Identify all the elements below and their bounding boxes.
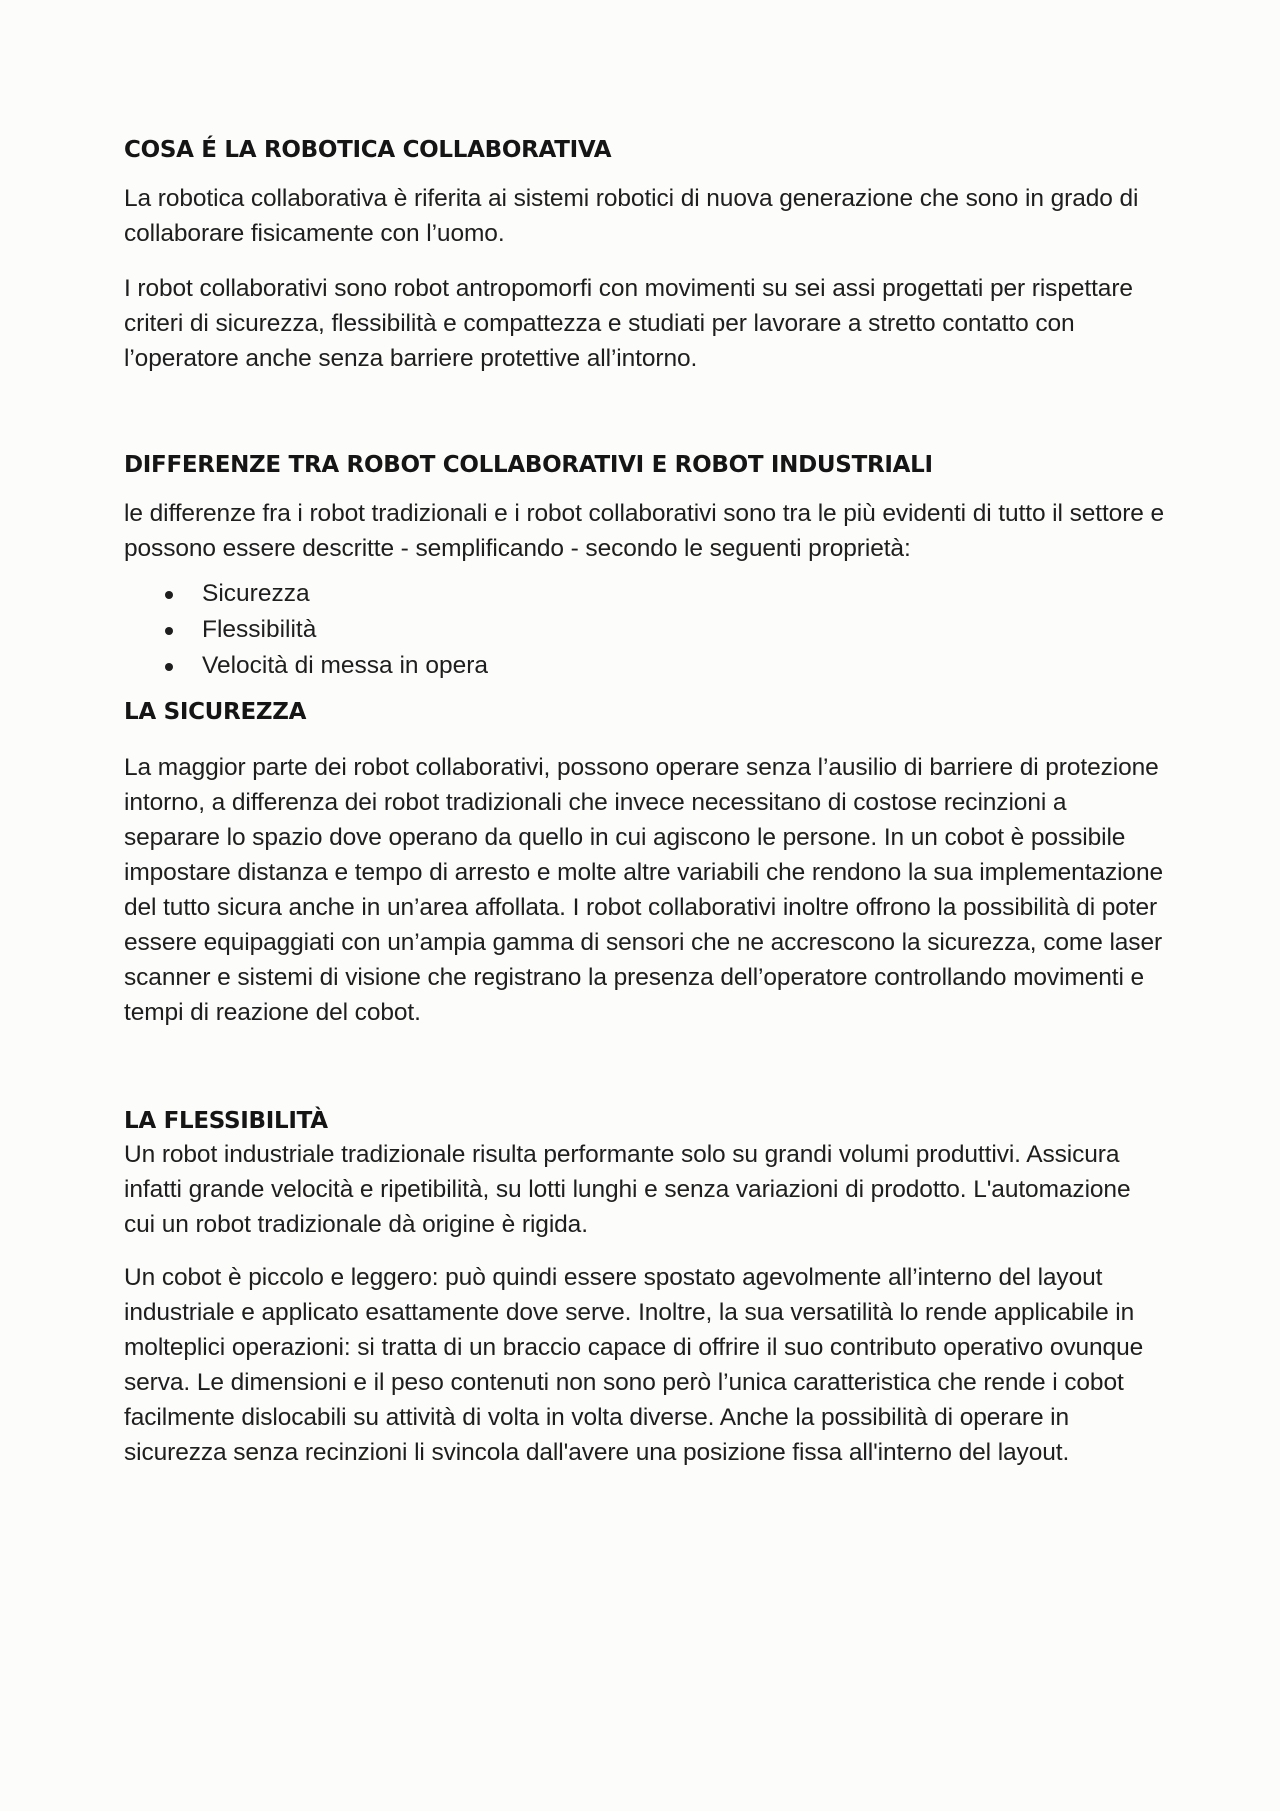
bullet-icon (165, 627, 173, 635)
bullet-icon (165, 663, 173, 671)
list-item (124, 648, 1164, 684)
paragraph-cobot: Un cobot è piccolo e leggero: può quindi essere spostato agevolmente all’interno del layout industriale e applicato esattamente dove serve. Inoltre, la sua versatilità lo rende applicabile in molteplici operazioni: si tratta di un braccio capace di offrire il suo contributo operativo ovunque serva. Le dimensioni e il peso contenuti non sono però l’unica caratteristica che rende i cobot facilmente dislocabili su attività di volta in volta diverse. Anche la possibilità di operare in sicurezza senza recinzioni li svincola dall'avere una posizione fissa all'interno del layout. (124, 1264, 1144, 1466)
paragraph-differenze: le differenze fra i robot tradizionali e i robot collaborativi sono tra le più evidenti di tutto il settore e possono essere descritte - semplificando - secondo le seguenti proprietà: (124, 500, 1165, 562)
section-heading-robotica-collaborativa: COSA É LA ROBOTICA COLLABORATIVA (124, 137, 612, 163)
list-item (124, 576, 1164, 612)
section-heading-sicurezza: LA SICUREZZA (124, 699, 307, 725)
list-item-label: Velocità di messa in opera (202, 652, 488, 679)
paragraph-definizione: La robotica collaborativa è riferita ai sistemi robotici di nuova generazione che sono in grado di collaborare fisicamente con l’uomo. (124, 185, 1139, 247)
bullet-icon (165, 591, 173, 599)
section-heading-flessibilita: LA FLESSIBILITÀ (124, 1108, 328, 1134)
paragraph-sicurezza: La maggior parte dei robot collaborativi, possono operare senza l’ausilio di barriere di protezione intorno, a differenza dei robot tradizionali che invece necessitano di costose recinzioni a separare lo spazio dove operano da quello in cui agiscono le persone. In un cobot è possibile impostare distanza e tempo di arresto e molte altre variabili che rendono la sua implementazione del tutto sicura anche in un’area affollata. I robot collaborativi inoltre offrono la possibilità di poter essere equipaggiati con un’ampia gamma di sensori che ne accrescono la sicurezza, come laser scanner e sistemi di visione che registrano la presenza dell’operatore controllando movimenti e tempi di reazione del cobot. (124, 754, 1164, 1026)
paragraph-robot-collaborativi: I robot collaborativi sono robot antropomorfi con movimenti su sei assi progettati per rispettare criteri di sicurezza, flessibilità e compattezza e studiati per lavorare a stretto contatto con l’operatore anche senza barriere protettive all’intorno. (124, 275, 1133, 372)
properties-list (124, 576, 1164, 684)
document-body (124, 134, 1164, 1470)
list-item (124, 612, 1164, 648)
list-item-label: Sicurezza (202, 580, 310, 607)
section-heading-differenze: DIFFERENZE TRA ROBOT COLLABORATIVI E ROBOT INDUSTRIALI (124, 452, 933, 478)
list-item-label: Flessibilità (202, 616, 317, 643)
paragraph-robot-industriale: Un robot industriale tradizionale risulta performante solo su grandi volumi produttivi. Assicura infatti grande velocità e ripetibilità, su lotti lunghi e senza variazioni di prodotto. L'automazione cui un robot tradizionale dà origine è rigida. (124, 1141, 1131, 1238)
